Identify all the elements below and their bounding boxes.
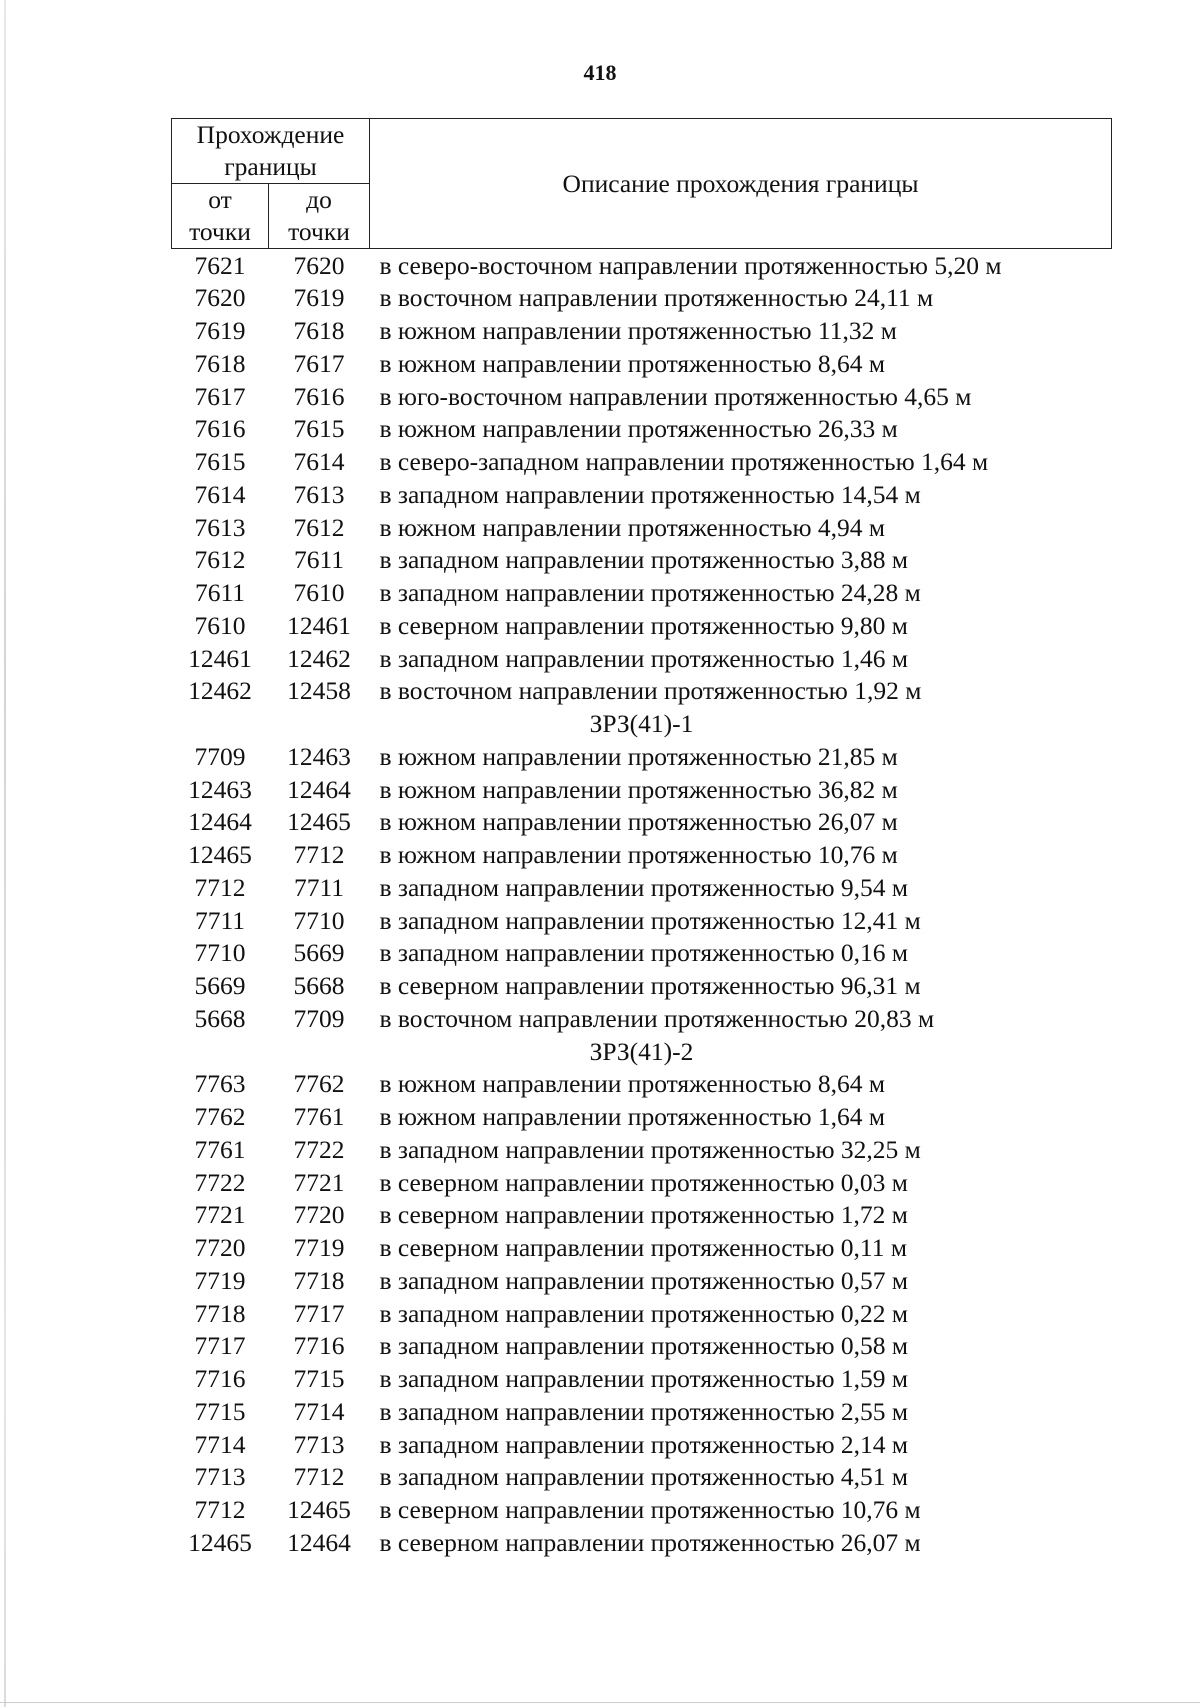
- from-point-cell: 7720: [194, 1233, 246, 1263]
- from-point-cell: 7713: [194, 1462, 246, 1492]
- description-cell: в северном направлении протяженностью 26,07 м: [379, 1527, 921, 1557]
- to-point-cell: 7620: [293, 250, 345, 280]
- from-point-cell: 7615: [194, 447, 246, 477]
- from-point-cell: 7709: [194, 741, 246, 771]
- to-point-cell: 12462: [287, 643, 351, 673]
- from-point-cell: 5669: [194, 971, 246, 1001]
- from-point-cell: 12465: [188, 840, 252, 870]
- from-point-cell: 7613: [194, 512, 246, 542]
- table-row: [172, 577, 1112, 610]
- to-point-cell: 7722: [293, 1134, 345, 1164]
- to-point-cell: 7617: [293, 348, 345, 378]
- table-row: [172, 1395, 1112, 1428]
- table-row: [172, 478, 1112, 511]
- table-row: [172, 1363, 1112, 1396]
- to-point-cell: 7720: [293, 1200, 345, 1230]
- from-point-cell: 7712: [194, 872, 246, 902]
- to-point-cell: 12465: [287, 807, 351, 837]
- header-boundary-passage-line1: Прохождение: [196, 120, 345, 149]
- from-point-cell: 12465: [188, 1527, 252, 1557]
- from-point-cell: 12464: [188, 807, 252, 837]
- from-point-cell: 7614: [194, 479, 246, 509]
- description-cell: в северном направлении протяженностью 10,76 м: [379, 1495, 921, 1525]
- from-point-cell: 7616: [194, 414, 246, 444]
- from-point-cell: 7719: [194, 1265, 246, 1295]
- table-row: [172, 740, 1112, 773]
- description-cell: в северном направлении протяженностью 0,11 м: [379, 1233, 907, 1263]
- table-row: [172, 675, 1112, 708]
- from-point-cell: 7716: [194, 1364, 246, 1394]
- to-point-cell: 7613: [293, 479, 345, 509]
- table-row: [172, 1461, 1112, 1494]
- section-heading: ЗРЗ(41)-2: [589, 1036, 694, 1066]
- description-cell: в западном направлении протяженностью 24,28 м: [379, 578, 921, 608]
- table-row: [172, 511, 1112, 544]
- from-point-cell: 7714: [194, 1429, 246, 1459]
- table-row: [172, 282, 1112, 315]
- description-cell: в западном направлении протяженностью 0,16 м: [379, 938, 909, 968]
- from-point-cell: 7762: [194, 1102, 246, 1132]
- table-row: [172, 642, 1112, 675]
- section-heading: ЗРЗ(41)-1: [589, 709, 694, 739]
- header-from-line1: от: [208, 185, 232, 214]
- description-cell: в западном направлении протяженностью 1,46 м: [379, 643, 909, 673]
- to-point-cell: 7619: [293, 283, 345, 313]
- to-point-cell: 7611: [293, 545, 345, 575]
- description-cell: в южном направлении протяженностью 8,64 м: [379, 1069, 886, 1099]
- table-body: [172, 249, 1112, 1560]
- table-row: [172, 1133, 1112, 1166]
- to-point-cell: 7616: [293, 381, 345, 411]
- to-point-cell: 7718: [293, 1265, 345, 1295]
- to-point-cell: 7618: [293, 316, 345, 346]
- to-point-cell: 7721: [293, 1167, 345, 1197]
- table-row: [172, 1330, 1112, 1363]
- to-point-cell: 7610: [293, 578, 345, 608]
- description-cell: в западном направлении протяженностью 4,51 м: [379, 1462, 909, 1492]
- to-point-cell: 7712: [293, 1462, 345, 1492]
- to-point-cell: 12464: [287, 1527, 351, 1557]
- description-cell: в южном направлении протяженностью 8,64 м: [379, 348, 886, 378]
- table-row: [172, 380, 1112, 413]
- from-point-cell: 12462: [188, 676, 252, 706]
- table-row: [172, 1101, 1112, 1134]
- table-row: [172, 1494, 1112, 1527]
- table-row: [172, 970, 1112, 1003]
- table-row: [172, 544, 1112, 577]
- page-number: 418: [583, 60, 617, 85]
- table-row: [172, 446, 1112, 479]
- table-row: [172, 1068, 1112, 1101]
- table-row: [172, 1264, 1112, 1297]
- header-to-line2: точки: [288, 217, 350, 246]
- to-point-cell: 7715: [293, 1364, 345, 1394]
- description-cell: в западном направлении протяженностью 0,22 м: [379, 1298, 909, 1328]
- description-cell: в восточном направлении протяженностью 20,83 м: [379, 1003, 935, 1033]
- table-row: [172, 773, 1112, 806]
- table-row: [172, 871, 1112, 904]
- description-cell: в южном направлении протяженностью 26,07 м: [379, 807, 898, 837]
- scan-bottom-edge: [0, 1702, 1200, 1703]
- description-cell: в западном направлении протяженностью 0,57 м: [379, 1265, 909, 1295]
- table-row: [172, 806, 1112, 839]
- to-point-cell: 12465: [287, 1495, 351, 1525]
- from-point-cell: 7712: [194, 1495, 246, 1525]
- header-boundary-passage: [172, 119, 370, 184]
- header-to-line1: до: [306, 185, 332, 214]
- description-cell: в восточном направлении протяженностью 1,92 м: [379, 676, 922, 706]
- to-point-cell: 7761: [293, 1102, 345, 1132]
- to-point-cell: 7714: [293, 1396, 345, 1426]
- to-point-cell: 7710: [293, 905, 345, 935]
- description-cell: в западном направлении протяженностью 0,58 м: [379, 1331, 909, 1361]
- to-point-cell: 7717: [293, 1298, 345, 1328]
- description-cell: в южном направлении протяженностью 21,85 м: [379, 741, 898, 771]
- header-from-line2: точки: [189, 217, 251, 246]
- boundary-table: [171, 118, 1112, 1559]
- from-point-cell: 7619: [194, 316, 246, 346]
- to-point-cell: 7719: [293, 1233, 345, 1263]
- description-cell: в северо-восточном направлении протяженностью 5,20 м: [379, 250, 1002, 280]
- to-point-cell: 7615: [293, 414, 345, 444]
- from-point-cell: 7722: [194, 1167, 246, 1197]
- description-cell: в западном направлении протяженностью 1,59 м: [379, 1364, 909, 1394]
- description-cell: в западном направлении протяженностью 32,25 м: [379, 1134, 921, 1164]
- from-point-cell: 7761: [194, 1134, 246, 1164]
- description-cell: в западном направлении протяженностью 2,55 м: [379, 1396, 909, 1426]
- description-cell: в северо-западном направлении протяженностью 1,64 м: [379, 447, 989, 477]
- header-to-point: [269, 184, 370, 249]
- description-cell: в западном направлении протяженностью 12,41 м: [379, 905, 921, 935]
- table-header: [172, 119, 1112, 249]
- header-description: Описание прохождения границы: [370, 119, 1112, 249]
- from-point-cell: 7610: [194, 610, 246, 640]
- description-cell: в западном направлении протяженностью 14,54 м: [379, 479, 921, 509]
- description-cell: в северном направлении протяженностью 1,72 м: [379, 1200, 908, 1230]
- to-point-cell: 12464: [287, 774, 351, 804]
- from-point-cell: 7711: [194, 905, 246, 935]
- section-heading-row: [172, 1035, 1112, 1068]
- to-point-cell: 5668: [293, 971, 345, 1001]
- from-point-cell: 7620: [194, 283, 246, 313]
- table-row: [172, 315, 1112, 348]
- to-point-cell: 7713: [293, 1429, 345, 1459]
- from-point-cell: 7618: [194, 348, 246, 378]
- from-point-cell: 12461: [188, 643, 252, 673]
- from-point-cell: 7617: [194, 381, 246, 411]
- to-point-cell: 7711: [293, 872, 345, 902]
- description-cell: в южном направлении протяженностью 11,32 м: [379, 316, 897, 346]
- from-point-cell: 7721: [194, 1200, 246, 1230]
- description-cell: в северном направлении протяженностью 0,03 м: [379, 1167, 908, 1197]
- section-heading-row: [172, 708, 1112, 741]
- from-point-cell: 7718: [194, 1298, 246, 1328]
- from-point-cell: 7717: [194, 1331, 246, 1361]
- header-from-point: [172, 184, 269, 249]
- from-point-cell: 12463: [188, 774, 252, 804]
- from-point-cell: 5668: [194, 1003, 246, 1033]
- table-row: [172, 413, 1112, 446]
- description-cell: в западном направлении протяженностью 9,54 м: [379, 872, 909, 902]
- description-cell: в северном направлении протяженностью 96,31 м: [379, 971, 921, 1001]
- table-row: [172, 1526, 1112, 1559]
- to-point-cell: 7612: [293, 512, 345, 542]
- to-point-cell: 7762: [293, 1069, 345, 1099]
- to-point-cell: 12463: [287, 741, 351, 771]
- table-row: [172, 904, 1112, 937]
- from-point-cell: 7621: [194, 250, 246, 280]
- table-row: [172, 1428, 1112, 1461]
- table-row: [172, 839, 1112, 872]
- table-row: [172, 249, 1112, 282]
- to-point-cell: 12461: [287, 610, 351, 640]
- from-point-cell: 7612: [194, 545, 246, 575]
- header-boundary-passage-line2: границы: [224, 152, 317, 181]
- description-cell: в южном направлении протяженностью 26,33 м: [379, 414, 898, 444]
- to-point-cell: 7716: [293, 1331, 345, 1361]
- table-row: [172, 609, 1112, 642]
- from-point-cell: 7763: [194, 1069, 246, 1099]
- to-point-cell: 7709: [293, 1003, 345, 1033]
- scan-edge-artifact: [4, 0, 6, 1707]
- from-point-cell: 7611: [194, 578, 246, 608]
- to-point-cell: 7712: [293, 840, 345, 870]
- description-cell: в южном направлении протяженностью 4,94 м: [379, 512, 886, 542]
- table-row: [172, 1232, 1112, 1265]
- to-point-cell: 12458: [287, 676, 351, 706]
- table-row: [172, 1199, 1112, 1232]
- table-row: [172, 1297, 1112, 1330]
- table-row: [172, 347, 1112, 380]
- table-row: [172, 937, 1112, 970]
- description-cell: в южном направлении протяженностью 36,82 м: [379, 774, 898, 804]
- table-row: [172, 1002, 1112, 1035]
- to-point-cell: 7614: [293, 447, 345, 477]
- description-cell: в западном направлении протяженностью 2,14 м: [379, 1429, 909, 1459]
- table-row: [172, 1166, 1112, 1199]
- description-cell: в южном направлении протяженностью 1,64 м: [379, 1102, 886, 1132]
- description-cell: в восточном направлении протяженностью 24,11 м: [379, 283, 934, 313]
- from-point-cell: 7710: [194, 938, 246, 968]
- description-cell: в западном направлении протяженностью 3,88 м: [379, 545, 909, 575]
- to-point-cell: 5669: [293, 938, 345, 968]
- description-cell: в южном направлении протяженностью 10,76 м: [379, 840, 898, 870]
- from-point-cell: 7715: [194, 1396, 246, 1426]
- description-cell: в юго-восточном направлении протяженностью 4,65 м: [379, 381, 972, 411]
- description-cell: в северном направлении протяженностью 9,80 м: [379, 610, 908, 640]
